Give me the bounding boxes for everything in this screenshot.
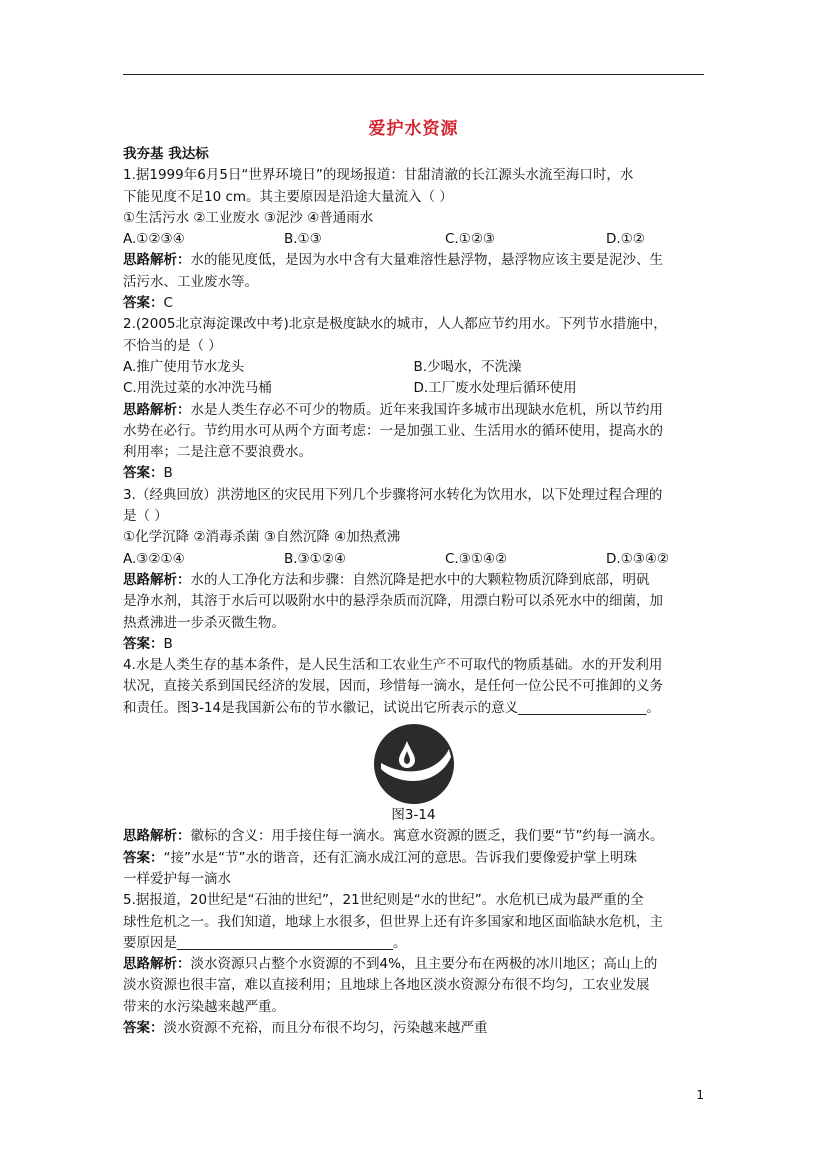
page-number: 1 bbox=[696, 1088, 704, 1102]
q4-line-3: 和责任。图3-14是我国新公布的节水徽记，试说出它所表示的意义___________________。 bbox=[123, 699, 660, 716]
q1-line-3: ①生活污水 ②工业废水 ③泥沙 ④普通雨水 bbox=[123, 209, 374, 226]
q1-option-b: B.①③ bbox=[284, 231, 322, 248]
q3-analysis-3: 热煮沸进一步杀灭微生物。 bbox=[123, 614, 285, 631]
q5-answer: 答案：淡水资源不充裕，而且分布很不均匀，污染越来越严重 bbox=[123, 1019, 488, 1036]
q3-option-d: D.①③④② bbox=[606, 550, 670, 567]
q2-options-row-1 bbox=[123, 357, 704, 378]
q4-line-2: 状况，直接关系到国民经济的发展，因而，珍惜每一滴水，是任何一位公民不可推卸的义务 bbox=[123, 678, 663, 695]
q4-analysis-1: 思路解析：徽标的含义：用手接住每一滴水。寓意水资源的匮乏，我们要“节”约每一滴水。 bbox=[123, 828, 664, 845]
q2-option-c: C.用洗过菜的水冲洗马桶 bbox=[123, 380, 272, 397]
q1-option-a: A.①②③④ bbox=[123, 231, 185, 248]
q5-analysis-3: 带来的水污染越来越严重。 bbox=[123, 998, 285, 1015]
q1-analysis-1: 思路解析：水的能见度低，是因为水中含有大量难溶性悬浮物，悬浮物应该主要是泥沙、生 bbox=[123, 252, 663, 269]
analysis-label: 思路解析： bbox=[123, 571, 191, 588]
q3-line-2: 是（ ） bbox=[123, 508, 168, 525]
q1-options bbox=[123, 229, 704, 250]
q2-analysis-1: 思路解析：水是人类生存必不可少的物质。近年来我国许多城市出现缺水危机，所以节约用 bbox=[123, 401, 663, 418]
header-rule bbox=[123, 74, 704, 75]
q3-line-1: 3.（经典回放）洪涝地区的灾民用下列几个步骤将河水转化为饮用水，以下处理过程合理的 bbox=[123, 486, 663, 503]
q1-option-d: D.①② bbox=[606, 231, 645, 248]
q1-answer: 答案：C bbox=[123, 295, 173, 312]
q5-line-3: 要原因是________________________________。 bbox=[123, 934, 407, 951]
q3-option-a: A.③②①④ bbox=[123, 550, 185, 567]
q3-options bbox=[123, 549, 704, 570]
page-title: 爱护水资源 bbox=[368, 119, 459, 139]
answer-label: 答案： bbox=[123, 849, 164, 866]
q2-option-a: A.推广使用节水龙头 bbox=[123, 358, 245, 375]
answer-label: 答案： bbox=[123, 635, 164, 652]
q2-answer: 答案：B bbox=[123, 465, 173, 482]
document-body bbox=[123, 144, 704, 1039]
q1-option-c: C.①②③ bbox=[445, 231, 496, 248]
figure-caption: 图3-14 bbox=[391, 807, 436, 824]
answer-label: 答案： bbox=[123, 1019, 164, 1036]
analysis-label: 思路解析： bbox=[123, 401, 191, 418]
q2-line-2: 不恰当的是（ ） bbox=[123, 337, 222, 354]
q1-line-2: 下能见度不足10 cm。其主要原因是沿途大量流入（ ） bbox=[123, 188, 453, 205]
q4-answer-1: 答案：“接”水是“节”水的谐音，还有汇滴水成江河的意思。告诉我们要像爱护掌上明珠 bbox=[123, 849, 637, 866]
q2-analysis-2: 水势在必行。节约用水可从两个方面考虑：一是加强工业、生活用水的循环使用，提高水的 bbox=[123, 422, 663, 439]
q2-option-b: B.少喝水，不洗澡 bbox=[413, 358, 522, 375]
q5-line-2: 球性危机之一。我们知道，地球上水很多，但世界上还有许多国家和地区面临缺水危机，主 bbox=[123, 913, 663, 930]
q3-line-3: ①化学沉降 ②消毒杀菌 ③自然沉降 ④加热煮沸 bbox=[123, 529, 401, 546]
q2-options-row-2 bbox=[123, 378, 704, 399]
q3-answer: 答案：B bbox=[123, 635, 173, 652]
q3-option-b: B.③①②④ bbox=[284, 550, 346, 567]
analysis-label: 思路解析： bbox=[123, 828, 191, 845]
q3-option-c: C.③①④② bbox=[445, 550, 508, 567]
analysis-label: 思路解析： bbox=[123, 252, 191, 269]
q1-analysis-2: 活污水、工业废水等。 bbox=[123, 273, 258, 290]
q3-analysis-2: 是净水剂，其溶于水后可以吸附水中的悬浮杂质而沉降，用漂白粉可以杀死水中的细菌，加 bbox=[123, 593, 663, 610]
answer-label: 答案： bbox=[123, 295, 164, 312]
q1-line-1: 1.据1999年6月5日“世界环境日”的现场报道：甘甜清澈的长江源头水流至海口时，水 bbox=[123, 167, 634, 184]
q4-answer-2: 一样爱护每一滴水 bbox=[123, 870, 231, 887]
q2-option-d: D.工厂废水处理后循环使用 bbox=[413, 380, 577, 397]
q5-analysis-1: 思路解析：淡水资源只占整个水资源的不到4%，且主要分布在两极的冰川地区；高山上的 bbox=[123, 956, 658, 973]
water-saving-emblem-icon bbox=[373, 723, 455, 805]
q4-line-1: 4.水是人类生存的基本条件，是人民生活和工农业生产不可取代的物质基础。水的开发利用 bbox=[123, 657, 663, 674]
answer-label: 答案： bbox=[123, 465, 164, 482]
q2-line-1: 2.(2005北京海淀课改中考)北京是极度缺水的城市，人人都应节约用水。下列节水措施中， bbox=[123, 316, 667, 333]
q2-analysis-3: 利用率；二是注意不要浪费水。 bbox=[123, 444, 312, 461]
q3-analysis-1: 思路解析：水的人工净化方法和步骤：自然沉降是把水中的大颗粒物质沉降到底部，明矾 bbox=[123, 571, 650, 588]
water-saving-emblem bbox=[123, 723, 704, 805]
analysis-label: 思路解析： bbox=[123, 956, 191, 973]
section-heading: 我夯基 我达标 bbox=[123, 146, 209, 162]
q5-line-1: 5.据报道，20世纪是“石油的世纪”，21世纪则是“水的世纪”。水危机已成为最严重的全 bbox=[123, 892, 644, 909]
q5-analysis-2: 淡水资源也很丰富，难以直接利用；且地球上各地区淡水资源分布很不均匀，工农业发展 bbox=[123, 977, 650, 994]
